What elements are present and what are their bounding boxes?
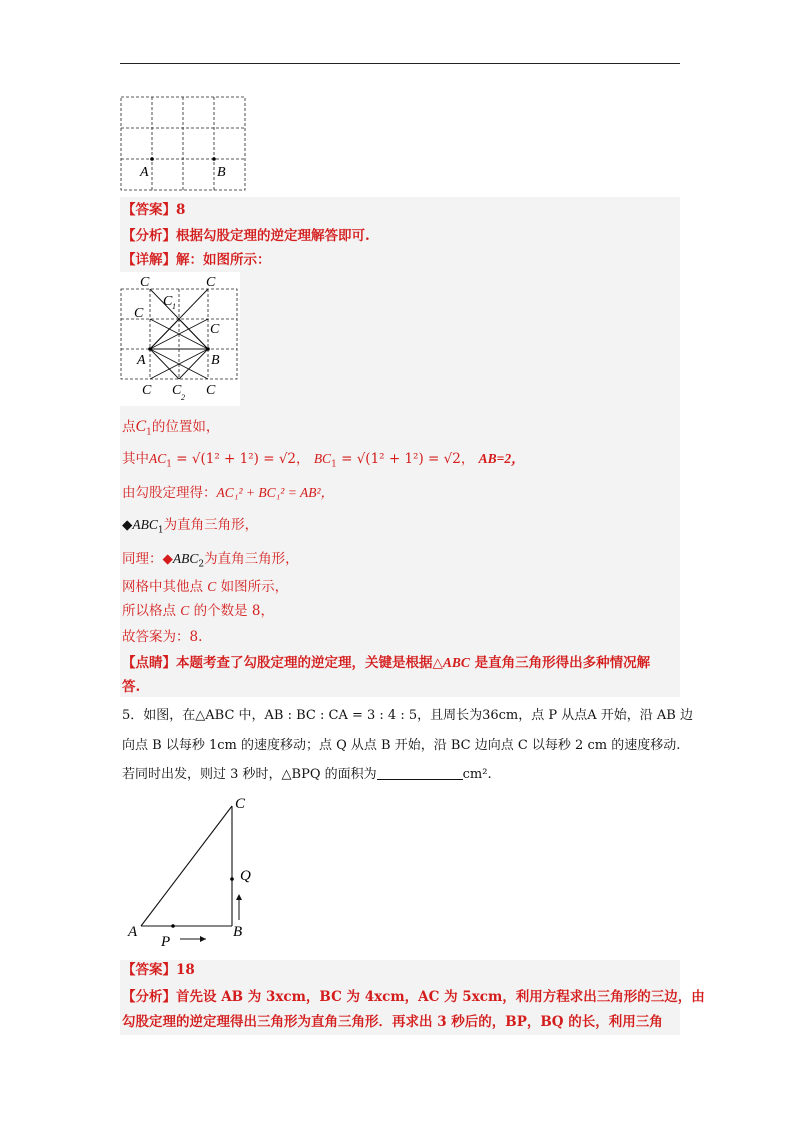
detail-line-1: 【详解】解：如图所示：: [122, 252, 271, 268]
comment-line-1: 【点睛】本题考查了勾股定理的逆定理，关键是根据△ABC 是直角三角形得出多种情况解: [122, 655, 651, 671]
solution-line-7: 所以格点 C 的个数是 8，: [122, 603, 274, 619]
fig2-label-a: A: [137, 353, 146, 368]
fig2-label-c-right: C: [210, 322, 220, 337]
question5-line-1: 5．如图，在△ABC 中，AB : BC : CA = 3 : 4 : 5，且周长为36cm，点 P 从点A 开始，沿 AB 边: [122, 708, 693, 723]
header-rule: [120, 63, 680, 64]
point-q: [230, 877, 234, 881]
fig2-label-b: B: [211, 353, 220, 368]
solution-line-6: 网格中其他点 C 如图所示，: [122, 579, 289, 595]
analysis-line-1: 【分析】根据勾股定理的逆定理解答即可.: [122, 228, 370, 244]
svg-text:P: P: [161, 934, 171, 950]
svg-text:C: C: [235, 796, 246, 812]
fig2-label-c-top-right: C: [206, 275, 216, 290]
svg-text:Q: Q: [240, 868, 251, 884]
fig2-label-c-bottom-right: C: [206, 383, 216, 398]
fig2-label-c2: C: [172, 383, 182, 398]
question5-line-2: 向点 B 以每秒 1cm 的速度移动；点 Q 从点 B 开始，沿 BC 边向点 C 以每秒 2 cm 的速度移动.: [122, 738, 681, 753]
fig2-label-c-bottom-left: C: [142, 383, 152, 398]
svg-text:A: A: [128, 924, 138, 940]
fig2-label-c1: C: [163, 294, 173, 309]
label-a: A: [140, 165, 149, 180]
point-b: [212, 157, 216, 161]
solution-line-1: 点$C_1$的位置如，: [122, 418, 220, 438]
fig2-label-c-top-left: C: [140, 275, 150, 290]
answer-blank: [377, 765, 463, 780]
answer-line-5: 【答案】18: [122, 962, 195, 978]
solution-line-5: 同理：$◆ABC_2$为直角三角形，: [122, 551, 299, 570]
fig2-label-c-left: C: [134, 306, 144, 321]
label-b: B: [217, 165, 226, 180]
arrow-right-icon: [200, 936, 206, 942]
solution-line-8: 故答案为：8.: [122, 629, 203, 645]
grid-figure-2: [118, 272, 240, 406]
question5-line-3: 若同时出发，则过 3 秒时，△BPQ 的面积为 cm².: [122, 767, 492, 782]
arrow-up-icon: [236, 894, 242, 900]
triangle-figure: [122, 794, 272, 950]
grid-figure-1: [118, 94, 250, 194]
comment-line-2: 答.: [122, 679, 141, 695]
answer-line-1: 【答案】8: [122, 202, 186, 218]
analysis-line-5a: 【分析】首先设 AB 为 3xcm，BC 为 4xcm，AC 为 5xcm，利用方程求出三角形的三边，由: [122, 989, 705, 1005]
fig2-label-c2-sub: 2: [181, 393, 185, 402]
solution-line-3: 由勾股定理得：AC₁² + BC₁² = AB²，: [122, 485, 334, 501]
svg-text:B: B: [233, 924, 243, 940]
analysis-line-5b: 勾股定理的逆定理得出三角形为直角三角形．再求出 3 秒后的，BP，BQ 的长，利用三角: [122, 1014, 663, 1030]
solution-line-4: $◆ABC_1$为直角三角形，: [122, 517, 259, 536]
point-p: [171, 924, 175, 928]
fig2-label-c1-sub: 1: [172, 302, 176, 311]
solution-line-2: 其中$AC_1 = √(1^2 + 1^2) = √2$， $BC_1 = √(1^2 + 1^2) = √2$， AB=2，: [122, 451, 525, 470]
point-a: [150, 157, 154, 161]
